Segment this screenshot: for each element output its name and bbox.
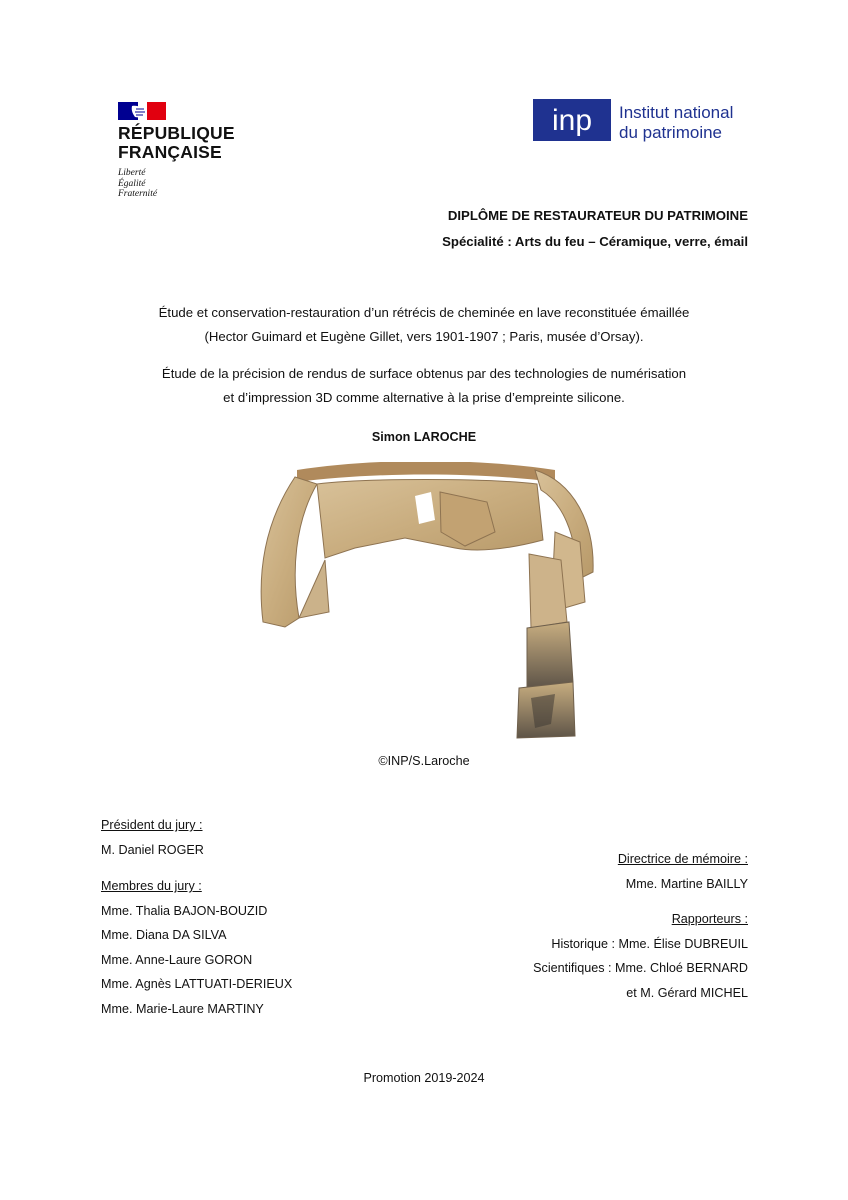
- rapporteur: et M. Gérard MICHEL: [626, 985, 748, 1000]
- diploma-title: DIPLÔME DE RESTAURATEUR DU PATRIMOINE: [447, 208, 748, 223]
- jury-member: Mme. Agnès LATTUATI-DERIEUX: [101, 977, 293, 991]
- inp-mark-text: inp: [551, 104, 593, 137]
- jury-member: Mme. Thalia BAJON-BOUZID: [101, 903, 268, 918]
- direction-section: [533, 847, 748, 1005]
- inp-mark-icon: [533, 99, 611, 141]
- inp-logo: [533, 99, 753, 149]
- jury-member: Mme. Anne-Laure GORON: [101, 952, 253, 967]
- rapporteur: Historique : Mme. Élise DUBREUIL: [551, 936, 748, 951]
- study-title-1: Étude et conservation-restauration d’un rétrécis de cheminée en lave reconstituée émaillée (Hector Guimard et Eugène Gillet, vers 1901-1907 ; Paris, musée d’Orsay).: [158, 305, 690, 344]
- director-name: Mme. Martine BAILLY: [625, 876, 748, 891]
- republique-motto: Liberté Égalité Fraternité: [118, 168, 158, 199]
- members-label: Membres du jury :: [101, 879, 202, 893]
- image-credit: ©INP/S.Laroche: [378, 754, 470, 768]
- republique-francaise-name: RÉPUBLIQUE FRANÇAISE: [118, 123, 235, 162]
- jury-member: Mme. Diana DA SILVA: [101, 928, 227, 942]
- president-label: Président du jury :: [101, 818, 203, 832]
- director-label: Directrice de mémoire :: [617, 852, 748, 866]
- rapporteurs-label: Rapporteurs :: [671, 912, 748, 926]
- author-name: Simon LAROCHE: [371, 430, 477, 444]
- fireplace-artifact-photo: [255, 462, 595, 744]
- jury-section: [101, 813, 292, 1021]
- marianne-flag-icon: [118, 102, 166, 120]
- inp-name: Institut national du patrimoine: [619, 103, 734, 142]
- jury-member: Mme. Marie-Laure MARTINY: [101, 1001, 264, 1016]
- rapporteur: Scientifiques : Mme. Chloé BERNARD: [533, 961, 748, 975]
- republique-francaise-logo: [118, 100, 268, 210]
- specialty-title: Spécialité : Arts du feu – Céramique, verre, émail: [442, 234, 748, 249]
- study-title-2: Étude de la précision de rendus de surface obtenus par des technologies de numérisation et d’impression 3D comme alternative à la prise d’empreinte silicone.: [161, 366, 687, 405]
- promotion: Promotion 2019-2024: [363, 1071, 485, 1085]
- president-name: M. Daniel ROGER: [101, 842, 204, 857]
